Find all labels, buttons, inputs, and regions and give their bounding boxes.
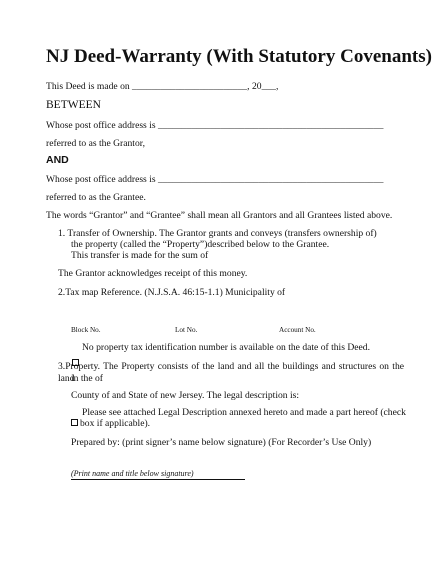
deed-date-line: This Deed is made on ________________________, 20___, (46, 81, 279, 92)
county-statement: County of and State of new Jersey. The legal description is: (71, 390, 300, 401)
definitions-paragraph: The words “Grantor” and “Grantee” shall mean all Grantors and all Grantees listed above. (46, 210, 393, 221)
account-number-label: Account No. (279, 326, 316, 334)
signature-caption: (Print name and title below signature) (71, 469, 194, 478)
grantor-address-line: Whose post office address is _______________________________________________ (46, 120, 384, 131)
block-number-label: Block No. (71, 326, 101, 334)
signature-line (71, 469, 245, 480)
grantor-reference: referred to as the Grantor, (46, 138, 145, 149)
section-1-line-2: the property (called the “Property”)described below to the Grantee. (71, 239, 330, 250)
legal-description-line-2[interactable] (71, 418, 150, 430)
section-1-line-3: This transfer is made for the sum of (71, 250, 209, 261)
prepared-by-line: Prepared by: (print signer’s name below signature) (For Recorder’s Use Only) (71, 437, 372, 448)
grantee-address-line: Whose post office address is _______________________________________________ (46, 174, 384, 185)
legal-description-line-1: Please see attached Legal Description annexed hereto and made a part hereof (check (82, 407, 406, 418)
section-3-line-1: 3.Property. The Property consists of the land and all the buildings and structures on the land (58, 361, 404, 384)
checkbox-icon (71, 419, 78, 426)
between-heading: BETWEEN (46, 99, 101, 111)
section-1-line-1: 1. Transfer of Ownership. The Grantor grants and conveys (transfers ownership of) (58, 228, 377, 239)
grantee-reference: referred to as the Grantee. (46, 192, 146, 203)
legal-description-checkbox-label: box if applicable). (80, 418, 151, 429)
and-heading: AND (46, 154, 69, 166)
document-title: NJ Deed-Warranty (With Statutory Covenants) (46, 46, 432, 67)
lot-number-label: Lot No. (175, 326, 198, 334)
section-2-tax-map: 2.Tax map Reference. (N.J.S.A. 46:15-1.1) Municipality of (58, 287, 286, 298)
receipt-acknowledgement: The Grantor acknowledges receipt of this money. (58, 268, 248, 279)
no-tax-id-statement: No property tax identification number is available on the date of this Deed. (82, 342, 370, 353)
section-3-line-2: in the of (71, 373, 103, 384)
